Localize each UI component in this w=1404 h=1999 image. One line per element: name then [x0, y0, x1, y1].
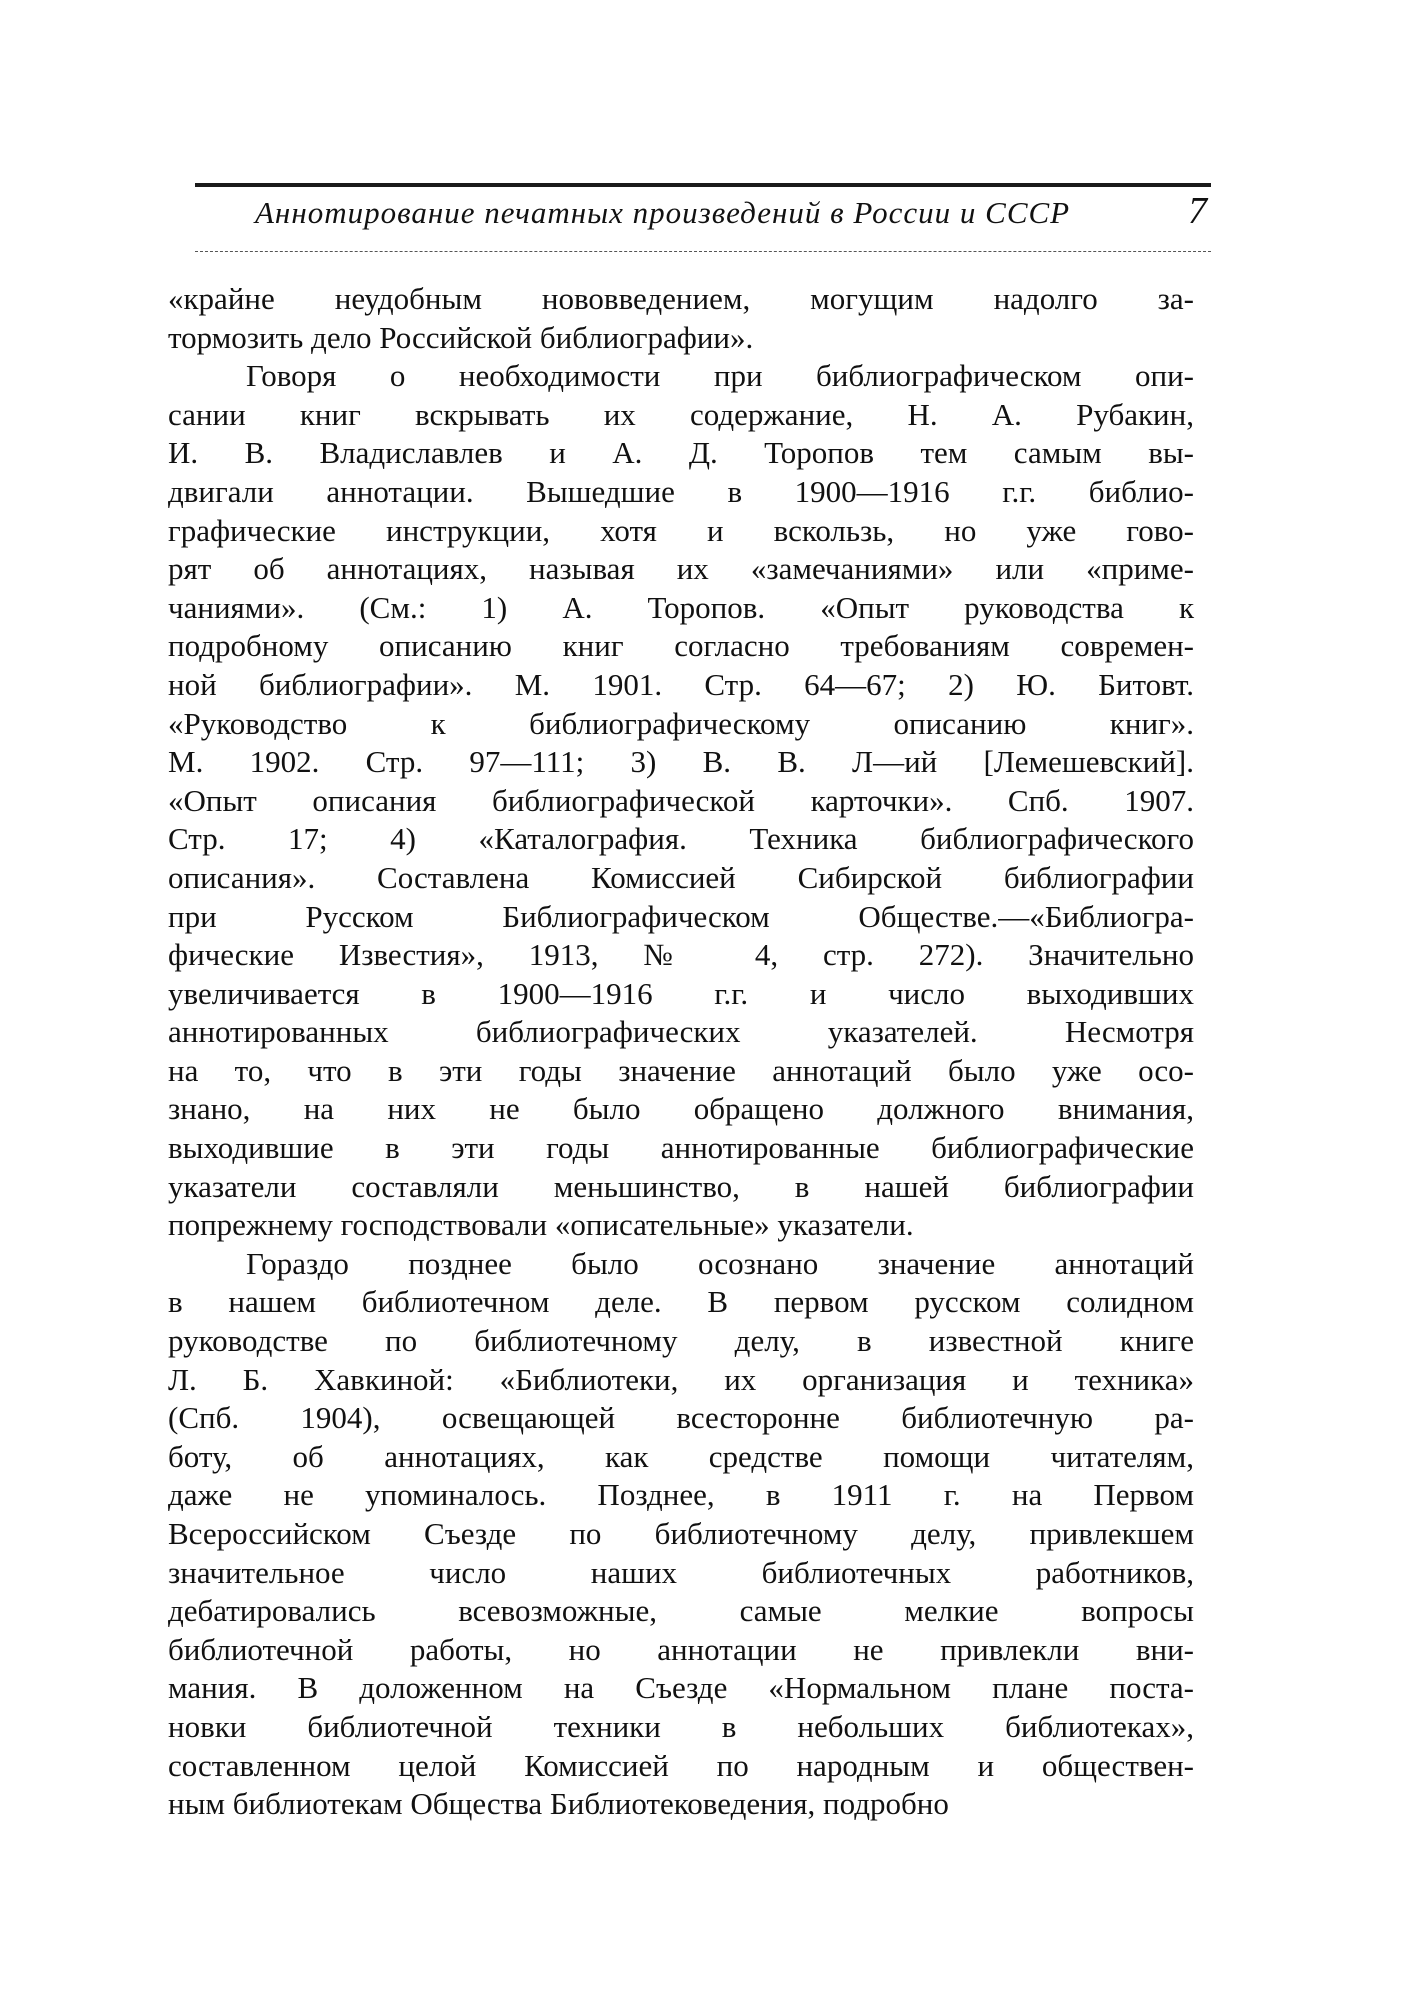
- text-line: ной библиографии». М. 1901. Стр. 64—67; 2) Ю. Битовт.: [168, 666, 1194, 702]
- text-line: знано, на них не было обращено должного внимания,: [168, 1091, 1194, 1127]
- text-line: руководстве по библиотечному делу, в известной книге: [168, 1323, 1194, 1359]
- text-line: аннотированных библиографических указателей. Несмотря: [168, 1014, 1194, 1050]
- text-line: Говоря о необходимости при библиографическом опи-: [246, 358, 1194, 394]
- text-line: указатели составляли меньшинство, в нашей библиографии: [168, 1168, 1194, 1204]
- body-text: [168, 280, 1194, 1824]
- text-line: ным библиотекам Общества Библиотековедения, подробно: [168, 1786, 949, 1822]
- text-line: двигали аннотации. Вышедшие в 1900—1916 г.г. библио-: [168, 473, 1194, 509]
- text-line: боту, об аннотациях, как средстве помощи читателям,: [168, 1438, 1194, 1474]
- text-line: Гораздо позднее было осознано значение аннотаций: [246, 1245, 1194, 1281]
- text-line: при Русском Библиографическом Обществе.—«Библиогра-: [168, 898, 1194, 934]
- text-line: дебатировались всевозможные, самые мелкие вопросы: [168, 1593, 1194, 1629]
- text-line: М. 1902. Стр. 97—111; 3) В. В. Л—ий [Лемешевский].: [168, 744, 1194, 780]
- text-line: фические Известия», 1913, № 4, стр. 272). Значительно: [168, 937, 1194, 973]
- text-line: (Спб. 1904), освещающей всесторонне библиотечную ра-: [168, 1400, 1194, 1436]
- text-line: И. В. Владиславлев и А. Д. Торопов тем самым вы-: [168, 435, 1194, 471]
- page-number: 7: [1188, 190, 1207, 232]
- text-line: составленном целой Комиссией по народным и обществен-: [168, 1747, 1194, 1783]
- text-line: Стр. 17; 4) «Каталография. Техника библиографического: [168, 821, 1194, 857]
- text-line: мания. В доложенном на Съезде «Нормальном плане поста-: [168, 1670, 1194, 1706]
- text-line: в нашем библиотечном деле. В первом русском солидном: [168, 1284, 1194, 1320]
- text-line: «Опыт описания библиографической карточки». Спб. 1907.: [168, 782, 1194, 818]
- text-line: сании книг вскрывать их содержание, Н. А. Рубакин,: [168, 396, 1194, 432]
- text-line: Л. Б. Хавкиной: «Библиотеки, их организация и техника»: [168, 1361, 1194, 1397]
- text-line: «крайне неудобным нововведением, могущим надолго за-: [168, 281, 1194, 316]
- text-line: выходившие в эти годы аннотированные библиографические: [168, 1130, 1194, 1166]
- text-line: значительное число наших библиотечных работников,: [168, 1554, 1194, 1590]
- text-line: «Руководство к библиографическому описанию книг».: [168, 705, 1194, 741]
- text-line: чаниями». (См.: 1) А. Торопов. «Опыт руководства к: [168, 589, 1194, 625]
- text-line: графические инструкции, хотя и вскользь, но уже гово-: [168, 512, 1194, 548]
- text-line: новки библиотечной техники в небольших библиотеках»,: [168, 1708, 1194, 1744]
- text-line: тормозить дело Российской библиографии».: [168, 319, 754, 355]
- text-line: даже не упоминалось. Позднее, в 1911 г. на Первом: [168, 1477, 1194, 1513]
- running-head-title: Аннотирование печатных произведений в России и СССР: [255, 195, 1071, 230]
- text-line: рят об аннотациях, называя их «замечаниями» или «приме-: [168, 551, 1194, 587]
- text-line: описания». Составлена Комиссией Сибирской библиографии: [168, 859, 1194, 895]
- text-line: Всероссийском Съезде по библиотечному делу, привлекшем: [168, 1516, 1194, 1551]
- text-line: подробному описанию книг согласно требованиям современ-: [168, 628, 1194, 664]
- running-head: [195, 183, 1211, 252]
- text-line: попрежнему господствовали «описательные» указатели.: [168, 1207, 914, 1243]
- text-line: увеличивается в 1900—1916 г.г. и число выходивших: [168, 975, 1194, 1011]
- text-line: библиотечной работы, но аннотации не привлекли вни-: [168, 1631, 1194, 1667]
- text-line: на то, что в эти годы значение аннотаций было уже осо-: [168, 1052, 1194, 1088]
